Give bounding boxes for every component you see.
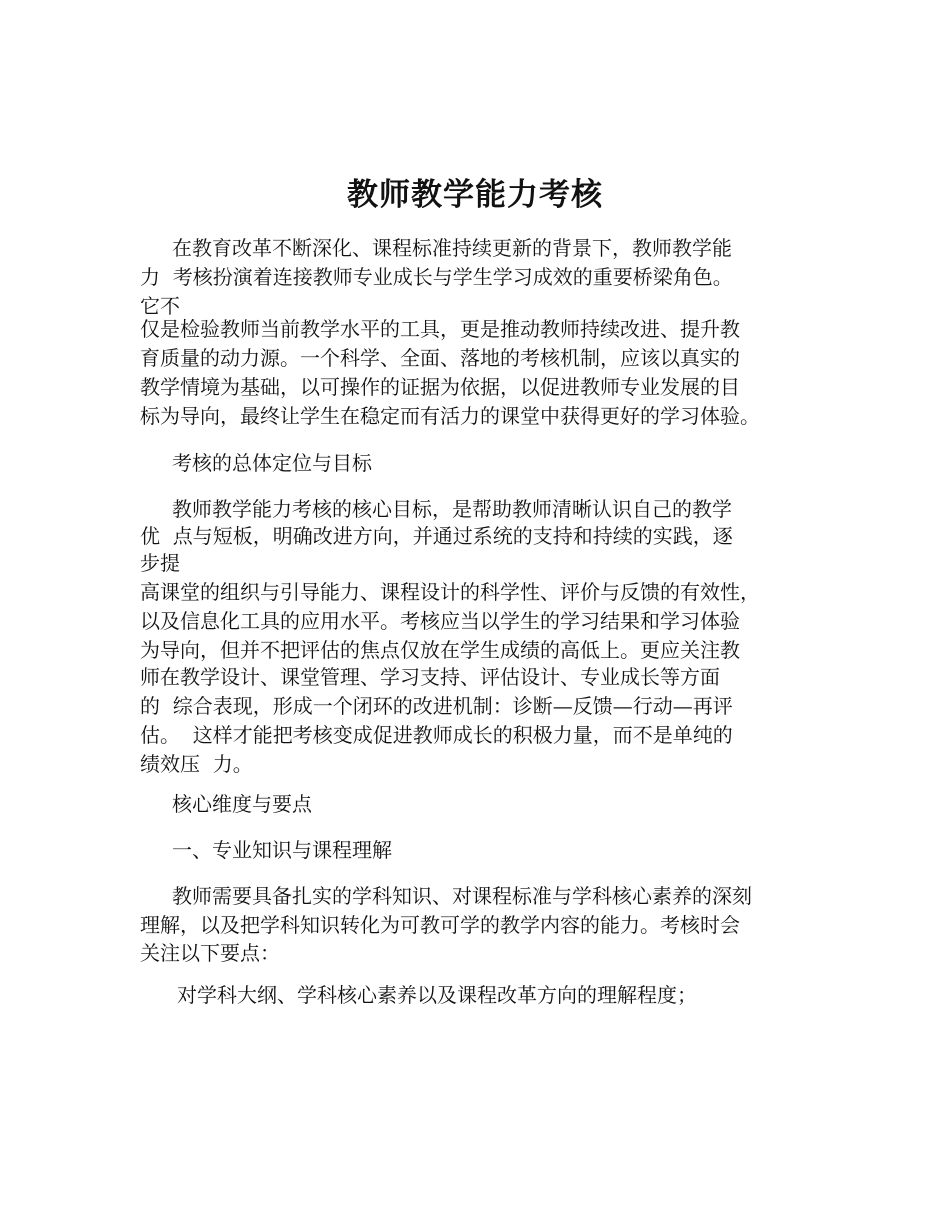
- section-heading-positioning: 考核的总体定位与目标: [172, 451, 372, 475]
- subsection-heading-knowledge: 一、专业知识与课程理解: [172, 838, 392, 862]
- intro-line: 仅是检验教师当前教学水平的工具，更是推动教师持续改进、提升教: [140, 317, 740, 341]
- intro-line: 教学情境为基础，以可操作的证据为依据，以促进教师专业发展的目: [140, 375, 740, 399]
- knowledge-bullet: 对学科大纲、学科核心素养以及课程改革方向的理解程度；: [177, 983, 697, 1007]
- knowledge-line: 关注以下要点：: [140, 941, 280, 965]
- positioning-line: 高课堂的组织与引导能力、课程设计的科学性、评价与反馈的有效性，: [140, 580, 760, 604]
- positioning-line: 为导向，但并不把评估的焦点仅放在学生成绩的高低上。更应关注教: [140, 638, 740, 662]
- intro-line: 它不: [140, 294, 180, 318]
- positioning-line: 教师教学能力考核的核心目标，是帮助教师清晰认识自己的教学: [172, 497, 732, 521]
- positioning-line: 以及信息化工具的应用水平。考核应当以学生的学习结果和学习体验: [140, 609, 740, 633]
- positioning-line: 步提: [140, 551, 180, 575]
- intro-line: 在教育改革不断深化、课程标准持续更新的背景下，教师教学能: [172, 236, 732, 260]
- knowledge-line: 理解，以及把学科知识转化为可教可学的教学内容的能力。考核时会: [140, 913, 740, 937]
- positioning-line: 估。 这样才能把考核变成促进教师成长的积极力量，而不是单纯的: [140, 723, 733, 747]
- intro-line: 育质量的动力源。一个科学、全面、落地的考核机制，应该以真实的: [140, 346, 740, 370]
- positioning-line: 绩效压 力。: [140, 752, 253, 776]
- document-title: 教师教学能力考核: [347, 177, 603, 213]
- positioning-line: 的 综合表现，形成一个闭环的改进机制：诊断—反馈—行动—再评: [140, 694, 733, 718]
- section-heading-dimensions: 核心维度与要点: [172, 792, 312, 816]
- intro-line: 力 考核扮演着连接教师专业成长与学生学习成效的重要桥梁角色。: [140, 265, 733, 289]
- positioning-line: 师在教学设计、课堂管理、学习支持、评估设计、专业成长等方面: [140, 665, 720, 689]
- intro-line: 标为导向，最终让学生在稳定而有活力的课堂中获得更好的学习体验。: [140, 404, 760, 428]
- positioning-line: 优 点与短板，明确改进方向，并通过系统的支持和持续的实践，逐: [140, 524, 733, 548]
- knowledge-line: 教师需要具备扎实的学科知识、对课程标准与学科核心素养的深刻: [172, 884, 752, 908]
